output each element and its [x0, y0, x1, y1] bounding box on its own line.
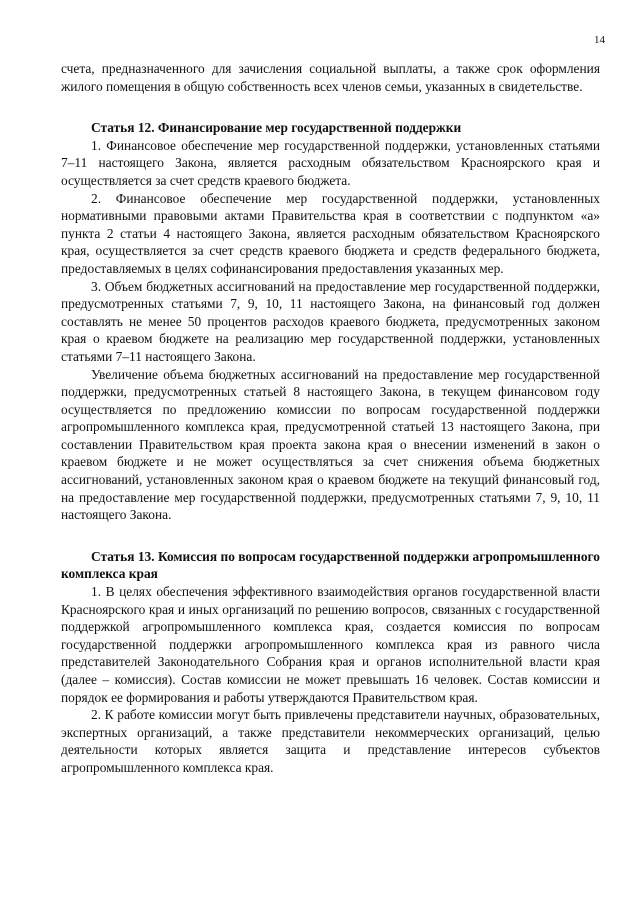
article-12-heading: Статья 12. Финансирование мер государственной поддержки — [91, 120, 462, 136]
article-13-heading: Статья 13. Комиссия по вопросам государственной поддержки агропромышленного комплекса края — [61, 548, 600, 582]
article-13-paragraph-2: 2. К работе комиссии могут быть привлечены представители научных, образовательных, экспертных организаций, а также представители некоммерческих организаций, целью деятельности которых является защита и представление интересов субъектов агропромышленного комплекса края. — [61, 707, 600, 775]
article-13-paragraph-1: 1. В целях обеспечения эффективного взаимодействия органов государственной власти Красноярского края и иных организаций по решению вопросов, связанных с государственной поддержкой агропромышленного комплекса края, создается комиссия по вопросам государственной поддержки агропромышленного комплекса края из равного числа представителей Законодательного Собрания края и органов исполнительной власти края (далее – комиссия). Состав комиссии не может превышать 16 человек. Состав комиссии и порядок ее формирования и работы утверждаются Правительством края. — [61, 584, 600, 705]
document-body — [61, 60, 600, 777]
continuation-paragraph: счета, предназначенного для зачисления социальной выплаты, а также срок оформления жилого помещения в общую собственность всех членов семьи, указанных в свидетельстве. — [61, 61, 600, 94]
article-12-paragraph-4: Увеличение объема бюджетных ассигнований на предоставление мер государственной поддержки, предусмотренных статьей 8 настоящего Закона, в текущем финансовом году осуществляется по предложению комиссии по вопросам государственной поддержки агропромышленного комплекса края, предусмотренной статьей 13 настоящего Закона, при составлении Правительством края проекта закона края о внесении изменений в закон о краевом бюджете и не может осуществляться за счет снижения объема бюджетных ассигнований, установленных законом края о краевом бюджете на текущий финансовый год, на предоставление мер государственной поддержки, предусмотренных статьями 7, 9, 10, 11 настоящего Закона. — [61, 366, 600, 523]
article-12-paragraph-1: 1. Финансовое обеспечение мер государственной поддержки, установленных статьями 7–11 настоящего Закона, является расходным обязательством Красноярского края и осуществляется за счет средств краевого бюджета. — [61, 137, 600, 188]
article-12-paragraph-3: 3. Объем бюджетных ассигнований на предоставление мер государственной поддержки, предусмотренных статьями 7, 9, 10, 11 настоящего Закона, на финансовый год должен составлять не менее 50 процентов расходов краевого бюджета, предусмотренных законом края о краевом бюджете на реализацию мер государственной поддержки, установленных статьями 7–11 настоящего Закона. — [61, 278, 600, 364]
page-number: 14 — [594, 34, 605, 46]
article-12-paragraph-2: 2. Финансовое обеспечение мер государственной поддержки, установленных нормативными правовыми актами Правительства края в соответствии с подпунктом «а» пункта 2 статьи 4 настоящего Закона, является расходным обязательством Красноярского края, осуществляется за счет средств краевого бюджета и средств федерального бюджета, предоставляемых в целях софинансирования предоставления указанных мер. — [61, 190, 600, 276]
